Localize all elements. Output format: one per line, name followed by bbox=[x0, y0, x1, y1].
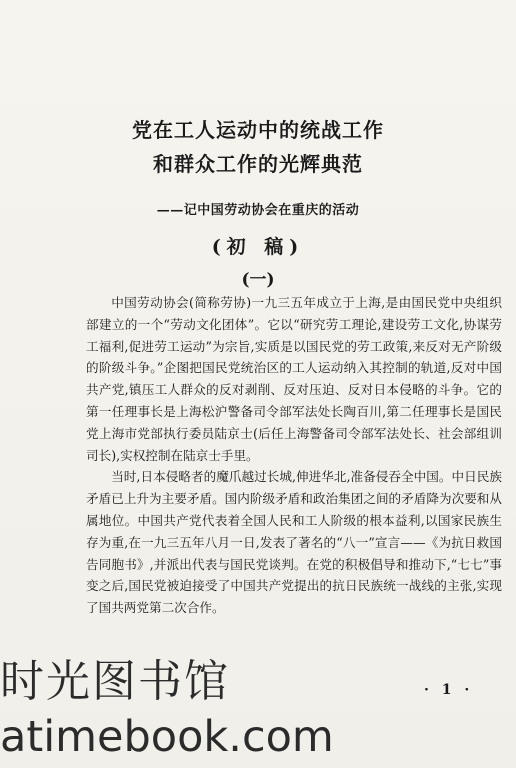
paragraph-2: 当时,日本侵略者的魔爪越过长城,伸进华北,准备侵吞全中国。中日民族矛盾已上升为主要矛盾。国内阶级矛盾和政治集团之间的矛盾降为次要和从属地位。中国共产党代表着全国人民和工人阶级的根本益利,以国家民族生存为重,在一九三五年八月一日,发表了著名的“八一”宣言——《为抗日救国告同胞书》,并派出代表与国民党谈判。在党的积极倡导和推动下,“七七”事变之后,国民党被迫接受了中国共产党提出的抗日民族统一战线的主张,实现了国共两党第二次合作。 bbox=[86, 469, 502, 616]
body-text bbox=[86, 292, 502, 619]
paragraph-1: 中国劳动协会(简称劳协)一九三五年成立于上海,是由国民党中央组织部建立的一个“劳动文化团体”。它以“研究劳工理论,建设劳工文化,协谋劳工福利,促进劳工运动”为宗旨,实质是以国民党的劳工政策,来反对无产阶级的阶级斗争。”企图把国民党统治区的工人运动纳入其控制的轨道,反对中国共产党,镇压工人群众的反对剥削、反对压迫、反对日本侵略的斗争。它的第一任理事长是上海松沪警备司令部军法处长陶百川,第二任理事长是国民党上海市党部执行委员陆京士(后任上海警备司令部军法处长、社会部组训司长),实权控制在陆京士手里。 bbox=[86, 295, 502, 463]
draft-label: (初 稿) bbox=[211, 236, 305, 258]
section-number: (一) bbox=[241, 270, 275, 290]
subtitle: ——记中国劳动协会在重庆的活动 bbox=[156, 203, 360, 218]
page-number: · 1 · bbox=[424, 682, 474, 698]
title-line-1: 党在工人运动中的统战工作 bbox=[132, 118, 384, 142]
watermark-chinese: 时光图书馆 bbox=[0, 656, 230, 707]
title-line-2: 和群众工作的光辉典范 bbox=[153, 152, 363, 176]
watermark-url: atimebook.com bbox=[0, 712, 334, 762]
